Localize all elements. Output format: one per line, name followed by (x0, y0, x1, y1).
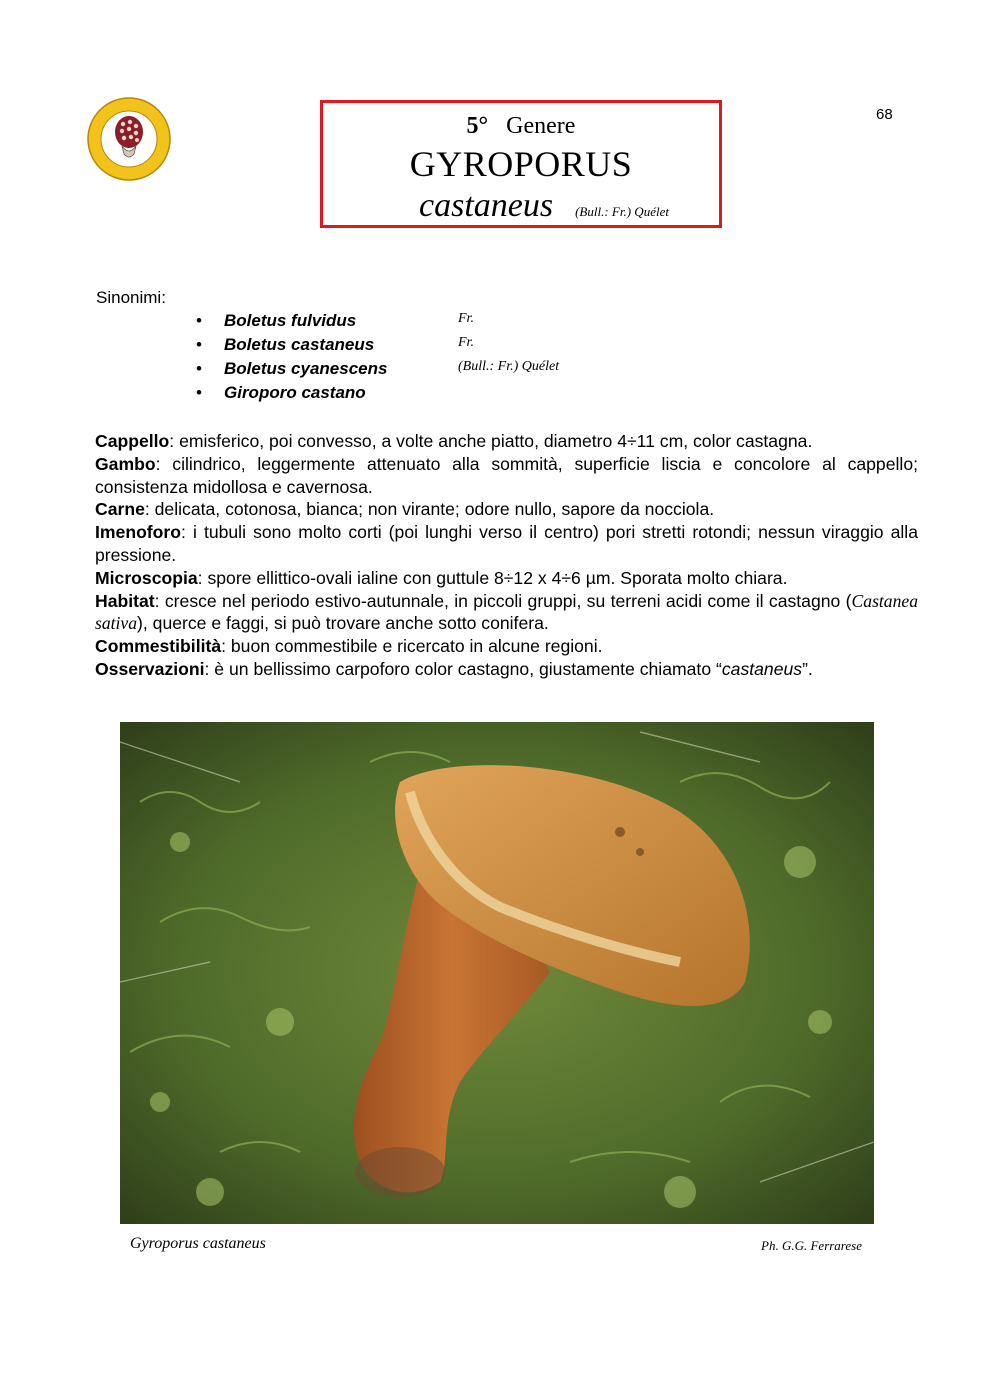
synonym-item (196, 359, 696, 383)
imenoforo-text: : i tubuli sono molto corti (poi lunghi verso il centro) pori stretti rotondi; nessun viraggio alla pressione. (95, 522, 918, 565)
carne-text: : delicata, cotonosa, bianca; non virante; odore nullo, sapore da nocciola. (144, 499, 715, 520)
imenoforo-paragraph (95, 521, 918, 567)
title-box (320, 100, 722, 228)
gambo-paragraph (95, 453, 918, 499)
bullet-icon: • (196, 311, 202, 330)
cappello-paragraph (95, 430, 918, 453)
synonym-name: Giroporo castano (224, 383, 366, 402)
cappello-label: Cappello (95, 431, 170, 451)
habitat-paragraph (95, 590, 918, 636)
microscopia-label: Microscopia (95, 567, 198, 588)
mushroom-photo-icon (120, 722, 874, 1224)
bullet-icon: • (196, 359, 202, 378)
carne-paragraph (95, 498, 918, 521)
habitat-text: : cresce nel periodo estivo-autunnale, in piccoli gruppi, su terreni acidi come il castagno ( (154, 590, 852, 611)
gambo-text: : cilindrico, leggermente attenuato alla sommità, superficie liscia e concolore al cappello; consistenza midollosa e cavernosa. (95, 453, 918, 497)
habitat-scientific-name: Castanea sativa (95, 590, 918, 634)
synonym-item (196, 383, 696, 407)
synonym-author: Fr. (458, 335, 474, 350)
synonym-name: Boletus castaneus (224, 335, 375, 354)
commestibilita-paragraph (95, 635, 918, 658)
genus-label: Genere (506, 113, 576, 139)
synonym-name: Boletus fulvidus (224, 311, 357, 330)
microscopia-paragraph (95, 567, 918, 590)
bullet-icon: • (196, 335, 202, 354)
species-name: castaneus (419, 187, 554, 224)
species-heading (419, 187, 669, 225)
synonym-item (196, 335, 696, 359)
genus-number: 5° (466, 113, 489, 139)
bullet-icon: • (196, 383, 202, 402)
commestibilita-label: Commestibilità (95, 636, 222, 657)
photo-credit: Ph. G.G. Ferrarese (761, 1238, 862, 1253)
imenoforo-label: Imenoforo (95, 522, 182, 543)
gambo-label: Gambo (95, 453, 156, 474)
mycological-group-logo-icon (86, 96, 172, 182)
genus-heading (323, 113, 719, 140)
mushroom-photo (120, 722, 874, 1224)
genus-name: GYROPORUS (409, 144, 633, 184)
synonym-author: Fr. (458, 311, 474, 326)
synonyms-label: Sinonimi: (96, 288, 166, 307)
osservazioni-italic: castaneus (721, 658, 803, 679)
habitat-text-end: ), querce e faggi, si può trovare anche sotto conifera. (137, 613, 549, 634)
synonyms-list (196, 311, 696, 407)
osservazioni-text: : è un bellissimo carpoforo color castagno, giustamente chiamato “ (204, 658, 722, 679)
osservazioni-paragraph (95, 658, 918, 681)
synonym-author: (Bull.: Fr.) Quélet (458, 359, 560, 374)
synonym-name: Boletus cyanescens (224, 359, 388, 378)
habitat-label: Habitat (95, 590, 155, 611)
osservazioni-text-end: ”. (802, 658, 813, 679)
photo-caption: Gyroporus castaneus (130, 1235, 266, 1252)
microscopia-text: : spore ellittico-ovali ialine con guttule 8÷12 x 4÷6 µm. Sporata molto chiara. (197, 567, 788, 588)
species-description (95, 430, 918, 681)
carne-label: Carne (95, 499, 145, 520)
commestibilita-text: : buon commestibile e ricercato in alcune regioni. (221, 636, 603, 657)
group-logo (86, 96, 172, 182)
osservazioni-label: Osservazioni (95, 658, 205, 679)
cappello-text: : emisferico, poi convesso, a volte anche piatto, diametro 4÷11 cm, color castagna. (169, 431, 813, 451)
synonym-item (196, 311, 696, 335)
page-number: 68 (876, 106, 893, 123)
species-author: (Bull.: Fr.) Quélet (575, 204, 669, 219)
